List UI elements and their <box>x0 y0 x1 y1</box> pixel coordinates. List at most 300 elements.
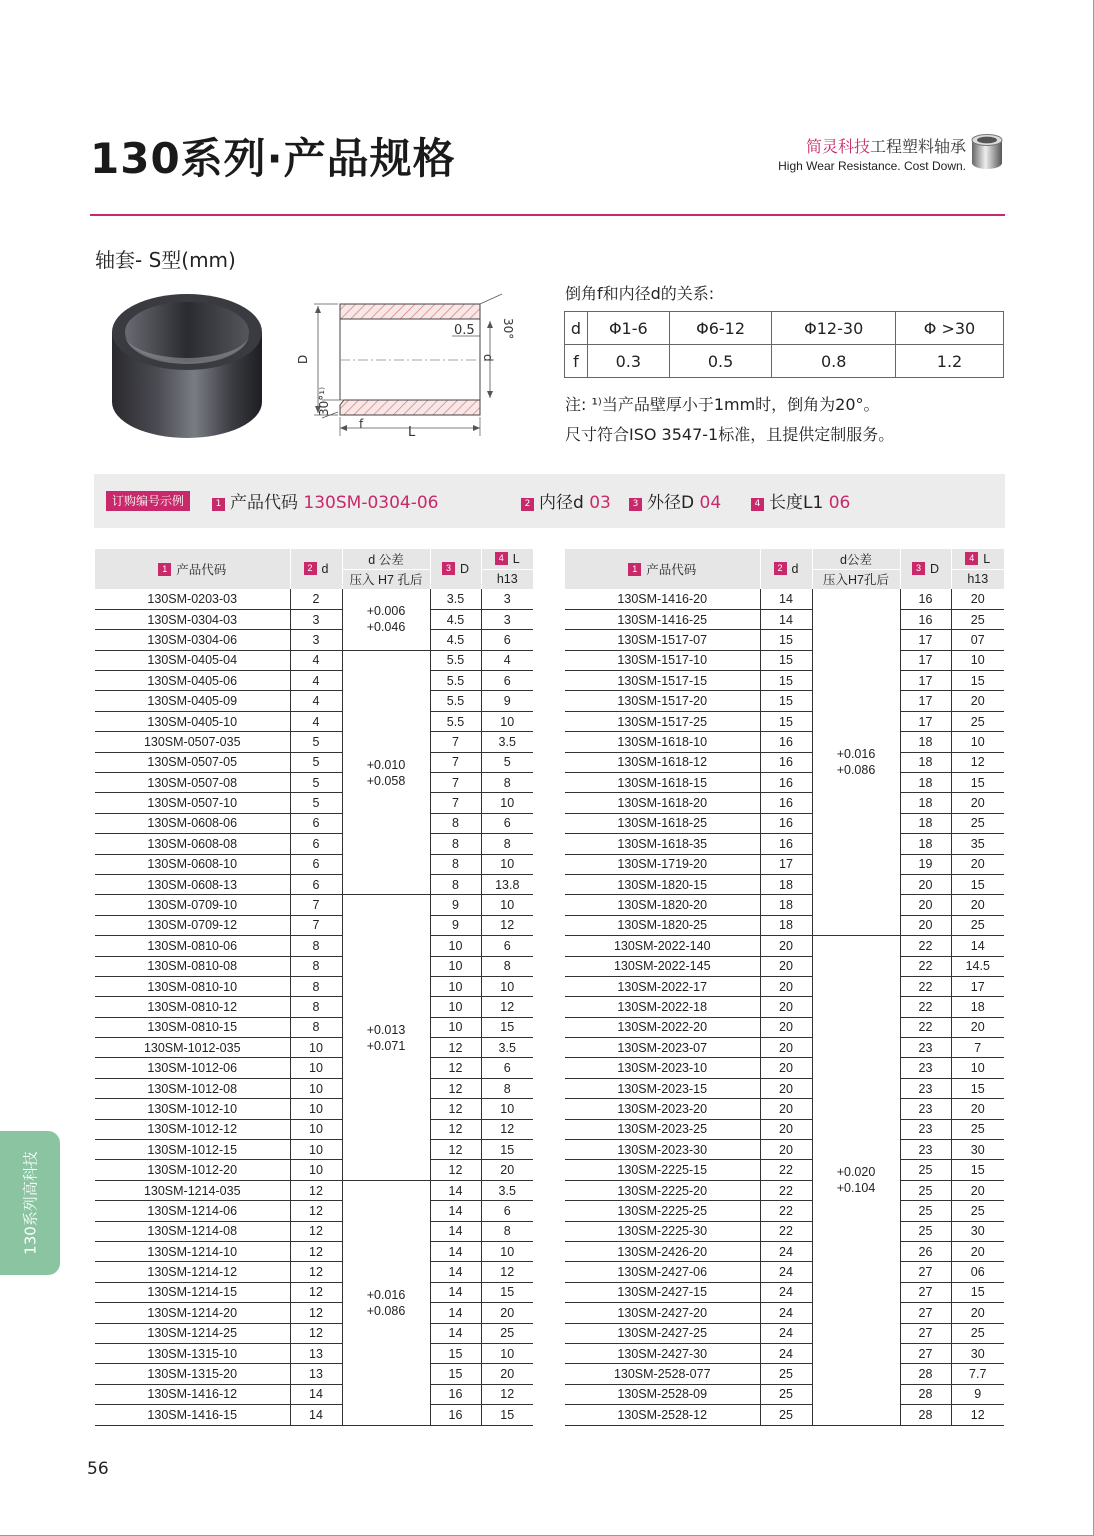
cell-d-tolerance <box>342 589 430 650</box>
cell-length: 9 <box>951 1384 1004 1404</box>
cell-inner-d: 10 <box>290 1058 342 1078</box>
cell-inner-d: 24 <box>760 1242 812 1262</box>
cell-inner-d: 20 <box>760 1119 812 1139</box>
cell-length: 6 <box>481 813 533 833</box>
cell-outer-D: 12 <box>430 1058 481 1078</box>
cell-product-code: 130SM-1416-25 <box>565 609 760 629</box>
cell-outer-D: 16 <box>430 1384 481 1404</box>
cell-outer-D: 17 <box>900 630 951 650</box>
cell-outer-D: 14 <box>430 1282 481 1302</box>
cell-length: 25 <box>951 915 1004 935</box>
cell-length: 15 <box>951 1282 1004 1302</box>
cell-outer-D: 27 <box>900 1323 951 1343</box>
cell-product-code: 130SM-0405-09 <box>95 691 290 711</box>
cell-product-code: 130SM-1517-20 <box>565 691 760 711</box>
header-label: D <box>929 562 940 576</box>
cell-length: 20 <box>951 1242 1004 1262</box>
order-item-label: 内径d <box>539 493 584 513</box>
cell-length: 15 <box>951 773 1004 793</box>
cell-product-code: 130SM-2022-140 <box>565 936 760 956</box>
cell-outer-D: 18 <box>900 732 951 752</box>
cell-product-code: 130SM-2023-07 <box>565 1038 760 1058</box>
tolerance-lower: +0.104 <box>836 1181 876 1196</box>
cell-product-code: 130SM-1517-07 <box>565 630 760 650</box>
cell-d-tolerance <box>812 589 900 936</box>
cell-length: 9 <box>481 691 533 711</box>
cell-d-tolerance <box>812 936 900 1425</box>
tolerance-lower: +0.086 <box>366 1303 406 1318</box>
chamfer-table-header-row <box>565 312 1004 345</box>
cell-product-code: 130SM-1012-15 <box>95 1140 290 1160</box>
cell-inner-d: 22 <box>760 1201 812 1221</box>
cell-outer-D: 27 <box>900 1282 951 1302</box>
table-row <box>565 834 1004 854</box>
table-row <box>565 1405 1004 1425</box>
sidebar-section-tab[interactable] <box>0 1131 60 1275</box>
cell-length: 06 <box>951 1262 1004 1282</box>
cell-outer-D: 5.5 <box>430 650 481 670</box>
chamfer-header-cell: Φ6-12 <box>669 312 772 345</box>
cell-outer-D: 7 <box>430 752 481 772</box>
chamfer-value-cell: 1.2 <box>896 345 1004 378</box>
cell-inner-d: 4 <box>290 671 342 691</box>
cell-outer-D: 10 <box>430 976 481 996</box>
cell-inner-d: 25 <box>760 1405 812 1425</box>
cell-length: 25 <box>951 609 1004 629</box>
cell-inner-d: 6 <box>290 854 342 874</box>
cell-outer-D: 4.5 <box>430 630 481 650</box>
cell-outer-D: 23 <box>900 1058 951 1078</box>
bushing-logo-icon <box>970 133 1004 171</box>
cell-outer-D: 8 <box>430 854 481 874</box>
cell-outer-D: 9 <box>430 895 481 915</box>
header-number: 2 <box>774 562 787 575</box>
table-row <box>565 711 1004 731</box>
cell-product-code: 130SM-0810-06 <box>95 936 290 956</box>
cell-length: 10 <box>481 711 533 731</box>
spec-table-right <box>565 549 1004 1426</box>
cell-product-code: 130SM-2427-20 <box>565 1303 760 1323</box>
cell-inner-d: 14 <box>290 1384 342 1404</box>
cell-length: 15 <box>951 874 1004 894</box>
cell-outer-D: 14 <box>430 1242 481 1262</box>
table-row <box>565 1078 1004 1098</box>
cell-product-code: 130SM-0304-06 <box>95 630 290 650</box>
cell-inner-d: 10 <box>290 1099 342 1119</box>
table-row <box>565 589 1004 609</box>
cell-outer-D: 17 <box>900 711 951 731</box>
table-row <box>95 1180 533 1200</box>
cell-outer-D: 22 <box>900 936 951 956</box>
cell-outer-D: 5.5 <box>430 711 481 731</box>
cell-product-code: 130SM-1012-12 <box>95 1119 290 1139</box>
table-row <box>95 1221 533 1241</box>
cell-outer-D: 27 <box>900 1303 951 1323</box>
spec-table-left <box>95 549 533 1426</box>
cell-product-code: 130SM-1012-08 <box>95 1078 290 1098</box>
cell-inner-d: 10 <box>290 1119 342 1139</box>
cell-inner-d: 6 <box>290 834 342 854</box>
table-row <box>95 1078 533 1098</box>
chamfer-value-cell: 0.5 <box>669 345 772 378</box>
chamfer-header-cell: Φ >30 <box>896 312 1004 345</box>
table-row <box>565 1323 1004 1343</box>
cell-product-code: 130SM-2426-20 <box>565 1242 760 1262</box>
cell-inner-d: 20 <box>760 936 812 956</box>
table-row <box>95 589 533 609</box>
cell-product-code: 130SM-0405-10 <box>95 711 290 731</box>
cell-outer-D: 27 <box>900 1343 951 1363</box>
cell-product-code: 130SM-0304-03 <box>95 609 290 629</box>
header-label: D <box>459 562 470 576</box>
cell-length: 10 <box>481 793 533 813</box>
table-row <box>565 1017 1004 1037</box>
cell-product-code: 130SM-1214-035 <box>95 1180 290 1200</box>
tolerance-upper: +0.016 <box>836 747 876 762</box>
dim-chamfer-top: 30° <box>501 318 515 340</box>
cell-outer-D: 23 <box>900 1099 951 1119</box>
table-row <box>565 1201 1004 1221</box>
table-row <box>565 752 1004 772</box>
cell-length: 20 <box>951 1303 1004 1323</box>
table-row <box>95 997 533 1017</box>
table-row <box>565 1160 1004 1180</box>
cell-inner-d: 16 <box>760 813 812 833</box>
cell-inner-d: 6 <box>290 813 342 833</box>
table-row <box>565 691 1004 711</box>
cell-length: 8 <box>481 1078 533 1098</box>
cell-outer-D: 17 <box>900 671 951 691</box>
chamfer-header-cell: Φ1-6 <box>587 312 669 345</box>
cell-product-code: 130SM-1618-25 <box>565 813 760 833</box>
cell-product-code: 130SM-2022-145 <box>565 956 760 976</box>
order-item-number: 1 <box>212 498 225 511</box>
cell-inner-d: 12 <box>290 1201 342 1221</box>
order-item-outer-D <box>629 488 721 513</box>
table-row <box>95 793 533 813</box>
cell-inner-d: 20 <box>760 997 812 1017</box>
cell-length: 10 <box>481 854 533 874</box>
cell-length: 6 <box>481 671 533 691</box>
cell-length: 10 <box>481 895 533 915</box>
brand-name: 简灵科技 <box>805 137 870 156</box>
order-item-number: 3 <box>629 498 642 511</box>
cell-length: 15 <box>951 671 1004 691</box>
tolerance-upper: +0.013 <box>366 1022 406 1037</box>
cell-length: 20 <box>951 793 1004 813</box>
cell-product-code: 130SM-0709-12 <box>95 915 290 935</box>
cell-length: 12 <box>951 1405 1004 1425</box>
cell-inner-d: 14 <box>760 589 812 609</box>
cell-inner-d: 20 <box>760 1078 812 1098</box>
cell-length: 20 <box>951 1099 1004 1119</box>
cell-length: 07 <box>951 630 1004 650</box>
cell-inner-d: 12 <box>290 1323 342 1343</box>
tolerance-lower: +0.058 <box>366 773 406 788</box>
cell-outer-D: 27 <box>900 1262 951 1282</box>
cell-product-code: 130SM-2023-15 <box>565 1078 760 1098</box>
table-row <box>95 1262 533 1282</box>
cell-product-code: 130SM-2528-077 <box>565 1364 760 1384</box>
table-row <box>565 1099 1004 1119</box>
cell-length: 10 <box>951 650 1004 670</box>
cell-product-code: 130SM-1214-20 <box>95 1303 290 1323</box>
table-row <box>565 1303 1004 1323</box>
cell-inner-d: 8 <box>290 976 342 996</box>
table-row <box>95 813 533 833</box>
cell-product-code: 130SM-1416-20 <box>565 589 760 609</box>
cell-product-code: 130SM-1820-20 <box>565 895 760 915</box>
cell-product-code: 130SM-2022-17 <box>565 976 760 996</box>
cell-product-code: 130SM-0810-10 <box>95 976 290 996</box>
table-row <box>565 997 1004 1017</box>
order-item-value: 03 <box>589 493 611 513</box>
header-tolerance-sub: 压入H7孔后 <box>812 569 900 589</box>
cell-inner-d: 10 <box>290 1140 342 1160</box>
cell-outer-D: 16 <box>900 589 951 609</box>
cell-outer-D: 12 <box>430 1140 481 1160</box>
cell-product-code: 130SM-0608-08 <box>95 834 290 854</box>
table-row <box>565 732 1004 752</box>
cell-outer-D: 22 <box>900 997 951 1017</box>
cell-product-code: 130SM-0810-08 <box>95 956 290 976</box>
cell-length: 3 <box>481 609 533 629</box>
header-label: 产品代码 <box>646 563 697 577</box>
header-label: d <box>321 562 329 576</box>
cell-outer-D: 18 <box>900 813 951 833</box>
brand-slogan: High Wear Resistance. Cost Down. <box>778 159 966 173</box>
sidebar-tab-label: 130系列高科技 <box>21 1151 40 1255</box>
cell-product-code: 130SM-1012-035 <box>95 1038 290 1058</box>
cell-product-code: 130SM-0810-12 <box>95 997 290 1017</box>
cell-length: 20 <box>481 1303 533 1323</box>
cell-outer-D: 28 <box>900 1384 951 1404</box>
cell-length: 20 <box>951 854 1004 874</box>
cell-inner-d: 13 <box>290 1364 342 1384</box>
cell-product-code: 130SM-0709-10 <box>95 895 290 915</box>
cell-inner-d: 4 <box>290 711 342 731</box>
table-row <box>565 1343 1004 1363</box>
cell-length: 35 <box>951 834 1004 854</box>
cell-product-code: 130SM-1618-10 <box>565 732 760 752</box>
order-item-value: 06 <box>828 493 851 513</box>
cell-inner-d: 24 <box>760 1262 812 1282</box>
table-row <box>95 1343 533 1363</box>
table-row <box>565 1262 1004 1282</box>
cell-product-code: 130SM-0405-04 <box>95 650 290 670</box>
cell-inner-d: 4 <box>290 650 342 670</box>
cell-length: 20 <box>481 1364 533 1384</box>
cell-product-code: 130SM-0608-13 <box>95 874 290 894</box>
cell-product-code: 130SM-1517-25 <box>565 711 760 731</box>
cell-outer-D: 14 <box>430 1221 481 1241</box>
tolerance-upper: +0.020 <box>836 1165 876 1180</box>
order-item-number: 2 <box>521 498 534 511</box>
cell-length: 8 <box>481 834 533 854</box>
cell-outer-D: 15 <box>430 1364 481 1384</box>
cell-d-tolerance <box>342 1180 430 1425</box>
tolerance-lower: +0.086 <box>836 763 876 778</box>
header-label: L <box>512 551 520 566</box>
cell-length: 15 <box>951 1160 1004 1180</box>
cell-inner-d: 12 <box>290 1242 342 1262</box>
table-row <box>95 1160 533 1180</box>
cell-outer-D: 9 <box>430 915 481 935</box>
cell-product-code: 130SM-2528-12 <box>565 1405 760 1425</box>
cell-inner-d: 20 <box>760 1058 812 1078</box>
cell-length: 8 <box>481 773 533 793</box>
cell-inner-d: 13 <box>290 1343 342 1363</box>
cell-length: 6 <box>481 936 533 956</box>
cell-inner-d: 20 <box>760 976 812 996</box>
page-number: 56 <box>87 1459 109 1479</box>
chamfer-value-cell: 0.3 <box>587 345 669 378</box>
cell-outer-D: 12 <box>430 1119 481 1139</box>
table-row <box>565 854 1004 874</box>
table-row <box>95 1099 533 1119</box>
cell-length: 10 <box>481 1343 533 1363</box>
chamfer-table <box>564 311 1004 378</box>
cell-length: 15 <box>481 1405 533 1425</box>
cell-product-code: 130SM-1517-15 <box>565 671 760 691</box>
cell-outer-D: 19 <box>900 854 951 874</box>
cell-outer-D: 16 <box>430 1405 481 1425</box>
cell-outer-D: 8 <box>430 813 481 833</box>
order-example-bar <box>94 474 1005 528</box>
table-row <box>95 609 533 629</box>
cell-product-code: 130SM-1618-12 <box>565 752 760 772</box>
order-item-code <box>212 488 438 513</box>
cell-inner-d: 18 <box>760 874 812 894</box>
cell-inner-d: 18 <box>760 895 812 915</box>
table-row <box>95 1201 533 1221</box>
cell-product-code: 130SM-1315-10 <box>95 1343 290 1363</box>
cell-inner-d: 12 <box>290 1221 342 1241</box>
cell-outer-D: 4.5 <box>430 609 481 629</box>
table-row <box>95 691 533 711</box>
cell-length: 7 <box>951 1038 1004 1058</box>
cell-product-code: 130SM-2427-15 <box>565 1282 760 1302</box>
table-row <box>565 1364 1004 1384</box>
table-row <box>95 915 533 935</box>
cell-product-code: 130SM-0507-035 <box>95 732 290 752</box>
cell-inner-d: 8 <box>290 997 342 1017</box>
cell-outer-D: 8 <box>430 874 481 894</box>
cell-length: 3.5 <box>481 1038 533 1058</box>
cell-outer-D: 25 <box>900 1160 951 1180</box>
cell-length: 10 <box>951 732 1004 752</box>
cell-length: 14.5 <box>951 956 1004 976</box>
tolerance-lower: +0.071 <box>366 1038 406 1053</box>
cell-outer-D: 20 <box>900 874 951 894</box>
cell-outer-D: 18 <box>900 752 951 772</box>
cell-d-tolerance <box>342 650 430 895</box>
cell-inner-d: 5 <box>290 732 342 752</box>
order-item-label: 长度L1 <box>769 493 824 513</box>
brand-name-line <box>778 134 966 157</box>
cell-outer-D: 25 <box>900 1180 951 1200</box>
page-title: 130系列·产品规格 <box>90 134 456 183</box>
cell-length: 12 <box>481 915 533 935</box>
cell-product-code: 130SM-2023-10 <box>565 1058 760 1078</box>
order-example-tag: 订购编号示例 <box>106 491 190 511</box>
table-row <box>95 1140 533 1160</box>
cell-product-code: 130SM-1214-08 <box>95 1221 290 1241</box>
cell-product-code: 130SM-0507-08 <box>95 773 290 793</box>
header-length-sub: h13 <box>951 569 1004 589</box>
cell-outer-D: 10 <box>430 997 481 1017</box>
cell-outer-D: 22 <box>900 1017 951 1037</box>
cell-outer-D: 12 <box>430 1160 481 1180</box>
order-item-value: 130SM-0304-06 <box>303 493 439 513</box>
cell-length: 6 <box>481 630 533 650</box>
header-inner-d <box>760 549 812 589</box>
cell-outer-D: 25 <box>900 1221 951 1241</box>
table-row <box>565 1038 1004 1058</box>
cell-outer-D: 8 <box>430 834 481 854</box>
cell-outer-D: 18 <box>900 773 951 793</box>
cell-outer-D: 18 <box>900 834 951 854</box>
cell-inner-d: 6 <box>290 874 342 894</box>
dim-f: f <box>359 417 364 431</box>
cell-outer-D: 23 <box>900 1119 951 1139</box>
cell-length: 15 <box>481 1140 533 1160</box>
cell-outer-D: 12 <box>430 1078 481 1098</box>
cell-outer-D: 16 <box>900 609 951 629</box>
cell-outer-D: 20 <box>900 895 951 915</box>
cell-outer-D: 28 <box>900 1364 951 1384</box>
cell-inner-d: 15 <box>760 650 812 670</box>
table-row <box>95 671 533 691</box>
cell-product-code: 130SM-0507-05 <box>95 752 290 772</box>
tolerance-upper: +0.006 <box>366 604 406 619</box>
cell-inner-d: 22 <box>760 1180 812 1200</box>
cell-inner-d: 24 <box>760 1323 812 1343</box>
cell-inner-d: 20 <box>760 1099 812 1119</box>
cell-inner-d: 17 <box>760 854 812 874</box>
cell-length: 20 <box>951 1180 1004 1200</box>
title-rule <box>90 214 1005 216</box>
chamfer-value-cell: 0.8 <box>772 345 896 378</box>
table-row <box>95 1282 533 1302</box>
cell-inner-d: 25 <box>760 1364 812 1384</box>
cell-length: 6 <box>481 1201 533 1221</box>
cell-product-code: 130SM-1012-10 <box>95 1099 290 1119</box>
cell-product-code: 130SM-2427-25 <box>565 1323 760 1343</box>
cell-product-code: 130SM-2023-30 <box>565 1140 760 1160</box>
header-product-code <box>565 549 760 589</box>
cell-length: 10 <box>481 976 533 996</box>
cell-product-code: 130SM-1214-10 <box>95 1242 290 1262</box>
cell-inner-d: 24 <box>760 1282 812 1302</box>
cell-product-code: 130SM-2225-30 <box>565 1221 760 1241</box>
cell-length: 17 <box>951 976 1004 996</box>
header-length-sub: h13 <box>481 569 533 589</box>
cell-product-code: 130SM-2225-20 <box>565 1180 760 1200</box>
table-row <box>565 976 1004 996</box>
tolerance-upper: +0.016 <box>366 1287 406 1302</box>
cell-product-code: 130SM-1214-25 <box>95 1323 290 1343</box>
header-number: 4 <box>965 552 978 565</box>
cell-length: 15 <box>481 1017 533 1037</box>
cell-length: 7.7 <box>951 1364 1004 1384</box>
cell-inner-d: 5 <box>290 793 342 813</box>
cell-product-code: 130SM-0608-10 <box>95 854 290 874</box>
cell-outer-D: 15 <box>430 1343 481 1363</box>
table-row <box>95 1038 533 1058</box>
dim-L: L <box>408 425 416 440</box>
cell-length: 6 <box>481 1058 533 1078</box>
